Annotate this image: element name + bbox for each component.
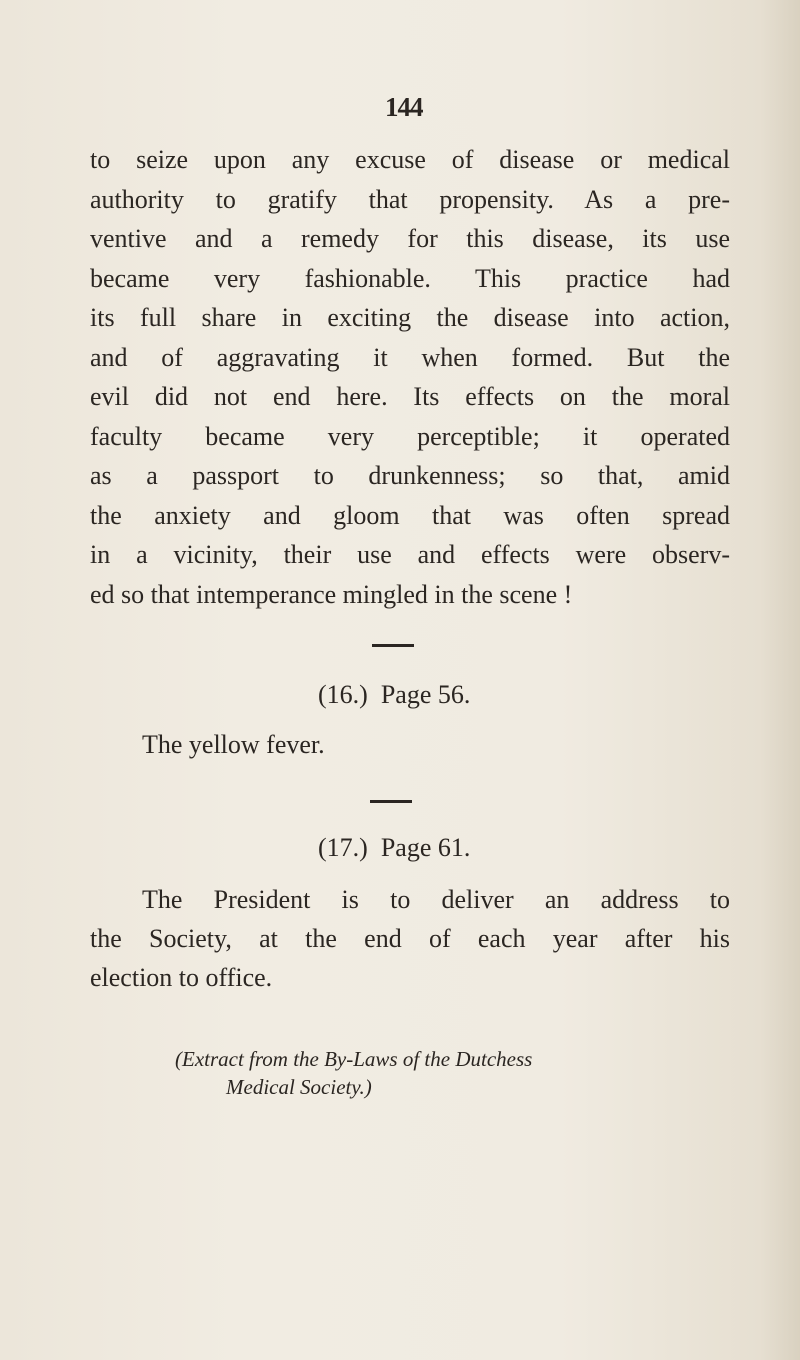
- body-line: ventive and a remedy for this disease, its use: [90, 224, 730, 253]
- note-line: The President is to deliver an address to: [142, 885, 730, 914]
- citation-line: Medical Society.): [226, 1075, 372, 1099]
- section-divider: [370, 800, 412, 803]
- note-line: election to office.: [90, 963, 273, 992]
- body-paragraph: [90, 140, 730, 614]
- note-page-ref: Page 61.: [380, 833, 471, 862]
- page-number: 144: [385, 92, 423, 122]
- body-line: became very fashionable. This practice had: [90, 263, 730, 293]
- body-line: ed so that intemperance mingled in the scene !: [90, 579, 573, 609]
- body-line: evil did not end here. Its effects on the moral: [90, 382, 730, 411]
- note-16-heading: [318, 680, 470, 710]
- note-17-text: [90, 880, 730, 997]
- citation: [175, 1045, 532, 1101]
- body-line: the anxiety and gloom that was often spread: [90, 500, 730, 530]
- citation-line: (Extract from the By-Laws of the Dutchess: [175, 1047, 533, 1071]
- body-line: as a passport to drunkenness; so that, amid: [90, 461, 730, 490]
- note-line: the Society, at the end of each year after his: [90, 924, 730, 953]
- note-page-ref: Page 56.: [380, 680, 471, 709]
- body-line: authority to gratify that propensity. As a pre-: [90, 184, 730, 214]
- section-divider: [372, 644, 414, 647]
- body-line: its full share in exciting the disease into action,: [90, 303, 730, 332]
- body-line: faculty became very perceptible; it operated: [90, 421, 730, 451]
- note-number: (16.): [318, 680, 368, 709]
- body-line: in a vicinity, their use and effects were observ-: [90, 540, 730, 569]
- note-16-text: The yellow fever.: [142, 730, 325, 759]
- body-line: to seize upon any excuse of disease or medical: [90, 145, 730, 174]
- note-17-heading: [318, 833, 470, 863]
- note-number: (17.): [318, 833, 368, 862]
- body-line: and of aggravating it when formed. But the: [90, 342, 730, 372]
